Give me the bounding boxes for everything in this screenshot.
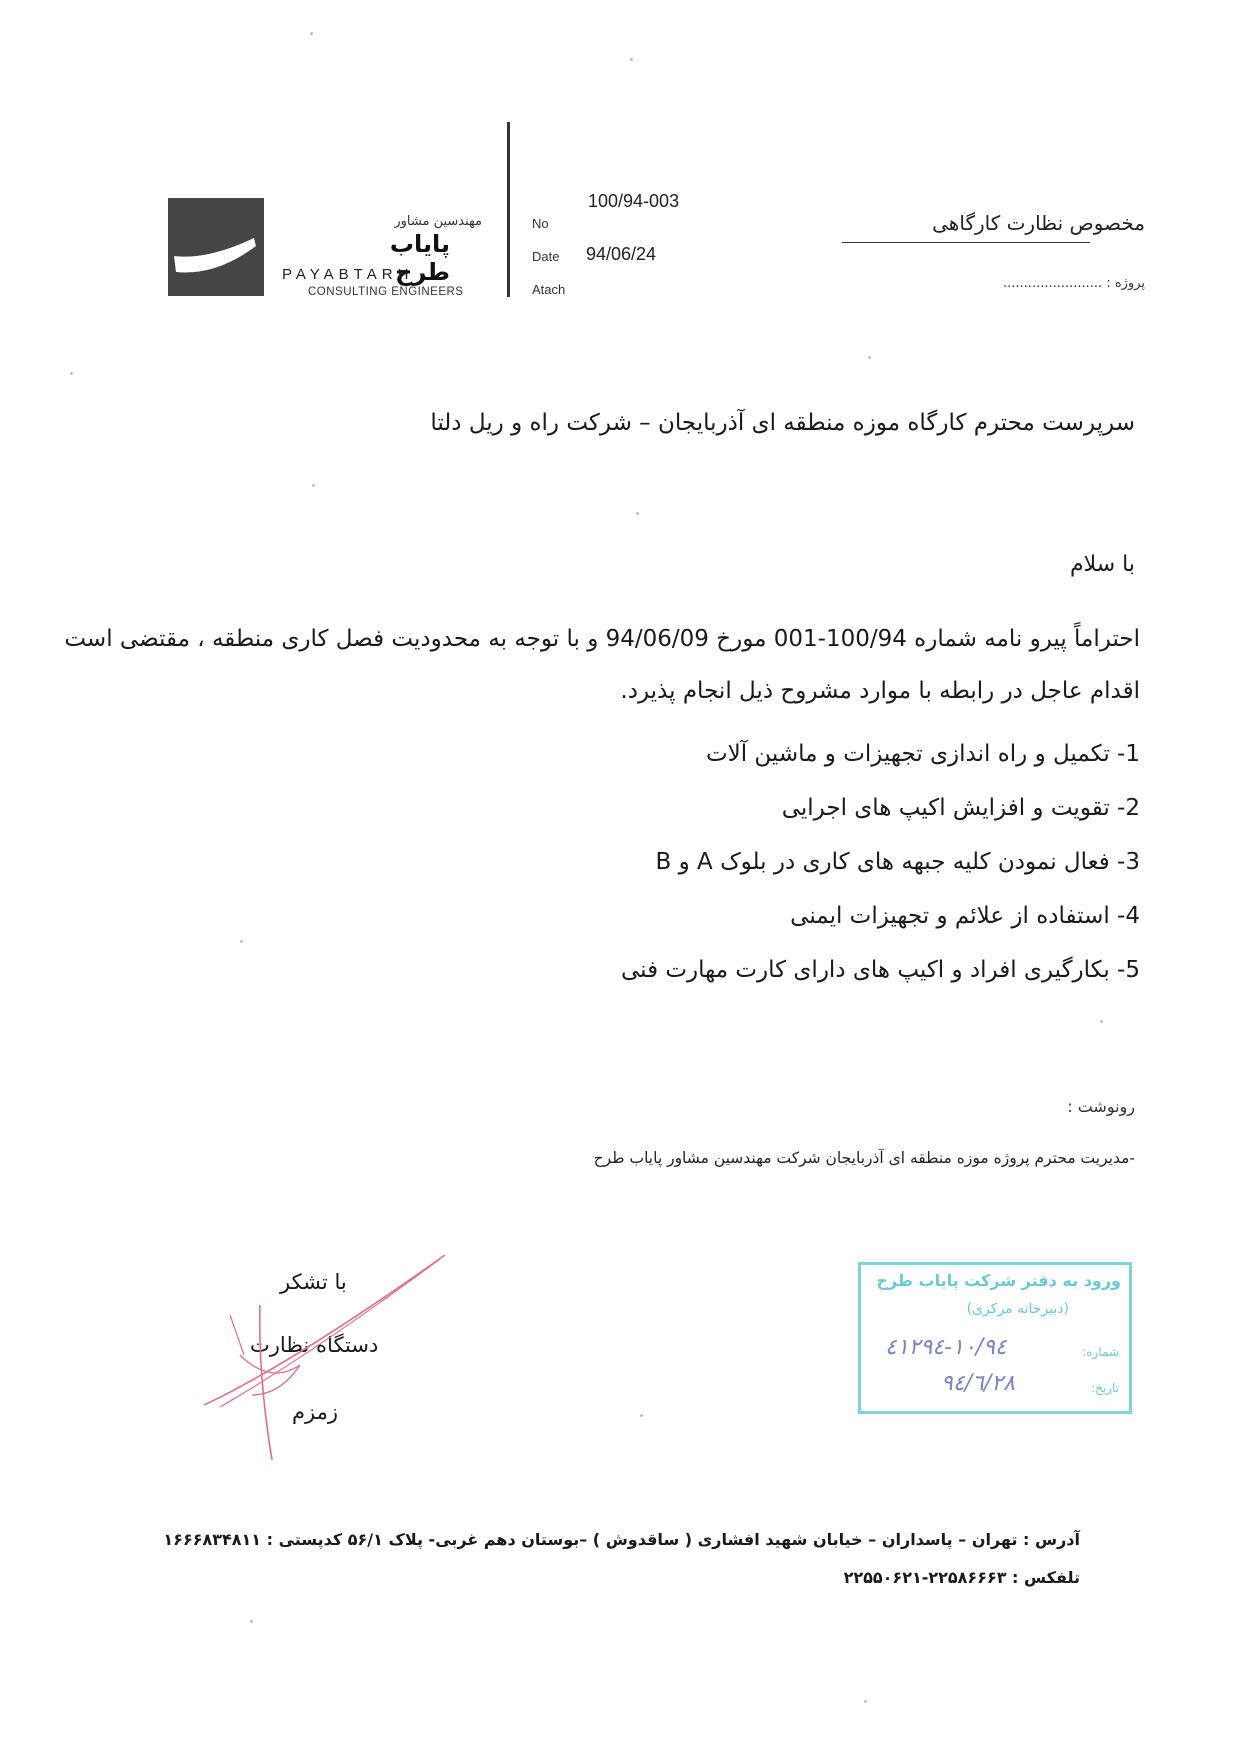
footer-phone: تلفکس : ۲۲۵۸۶۶۶۳-۲۲۵۵۰۶۲۱ xyxy=(843,1568,1080,1587)
logo-persian-caption: مهندسین مشاور xyxy=(394,214,482,229)
header-divider xyxy=(507,122,510,297)
project-label: پروژه : ........................ xyxy=(1003,276,1145,291)
list-item: 2- تقویت و افزایش اکیپ های اجرایی xyxy=(781,795,1140,821)
stamp-subtitle: (دبیرخانه مرکزی) xyxy=(966,1301,1069,1317)
cc-label: رونوشت : xyxy=(1067,1097,1135,1116)
header-title-underline xyxy=(842,242,1090,243)
scan-speckle xyxy=(312,484,315,487)
letter-attachment-label: Atach xyxy=(532,282,566,297)
greeting: با سلام xyxy=(1069,552,1135,577)
list-item: 4- استفاده از علائم و تجهیزات ایمنی xyxy=(790,903,1140,929)
footer-address: آدرس : تهران – پاسداران – خیابان شهید افشاری ( ساقدوش ) –بوستان دهم غربی- پلاک ۵۶/۱ کدپستی : ۱۶۶۶۸۳۴۸۱۱ xyxy=(163,1530,1080,1549)
handwritten-signature-icon xyxy=(200,1245,450,1465)
payabtarh-logo-icon xyxy=(168,198,264,296)
list-item: 3- فعال نمودن کلیه جبهه های کاری در بلوک A و B xyxy=(655,849,1140,875)
logo-english-subtitle: CONSULTING ENGINEERS xyxy=(308,286,464,298)
stamp-title: ورود به دفتر شرکت پایاب طرح xyxy=(876,1271,1121,1290)
stamp-date-label: تاریخ: xyxy=(1091,1381,1119,1395)
letter-number-label: No xyxy=(532,216,549,231)
letter-number-value: 100/94-003 xyxy=(588,191,680,211)
scan-speckle xyxy=(250,1620,253,1623)
stamp-number-label: شماره: xyxy=(1082,1345,1119,1359)
scan-speckle xyxy=(864,1700,867,1703)
action-item-list xyxy=(240,736,1140,1006)
scan-speckle xyxy=(1100,1020,1103,1023)
scan-speckle xyxy=(636,512,639,515)
stamp-number-value: ١٠/٩٤-٤١٢٩٤ xyxy=(885,1335,1007,1360)
recipient-line: سرپرست محترم کارگاه موزه منطقه ای آذربایجان – شرکت راه و ریل دلتا xyxy=(430,410,1135,436)
scan-speckle xyxy=(240,940,243,943)
scan-speckle xyxy=(70,372,73,375)
receipt-stamp xyxy=(858,1262,1132,1414)
scan-speckle xyxy=(868,356,871,359)
list-item: 1- تکمیل و راه اندازی تجهیزات و ماشین آلات xyxy=(705,741,1140,767)
scan-speckle xyxy=(640,1414,643,1417)
letter-date-value: 94/06/24 xyxy=(586,244,657,264)
stamp-date-value: ٩٤/٦/٢٨ xyxy=(941,1371,1015,1396)
signer-department: دستگاه نظارت xyxy=(250,1333,379,1357)
scan-speckle xyxy=(310,32,313,35)
scan-speckle xyxy=(630,58,633,61)
closing-thanks: با تشکر xyxy=(280,1270,347,1294)
list-item: 5- بکارگیری افراد و اکیپ های دارای کارت مهارت فنی xyxy=(620,957,1140,983)
logo-persian-name: پایاب طرح xyxy=(389,230,450,286)
logo-english-name: PAYABTARH xyxy=(282,266,414,283)
cc-recipient: -مدیریت محترم پروژه موزه منطقه ای آذربایجان شرکت مهندسین مشاور پایاب طرح xyxy=(593,1149,1135,1167)
signer-name: زمزم xyxy=(292,1400,338,1424)
header-title: مخصوص نظارت کارگاهی xyxy=(932,211,1145,235)
body-paragraph: احتراماً پیرو نامه شماره 100/94-001 مورخ 94/06/09 و با توجه به محدودیت فصل کاری منطقه ، مقتضی است اقدام عاجل در رابطه با موارد مشروح ذیل انجام پذیرد. xyxy=(64,626,1140,704)
letter-date-label: Date xyxy=(532,249,560,264)
